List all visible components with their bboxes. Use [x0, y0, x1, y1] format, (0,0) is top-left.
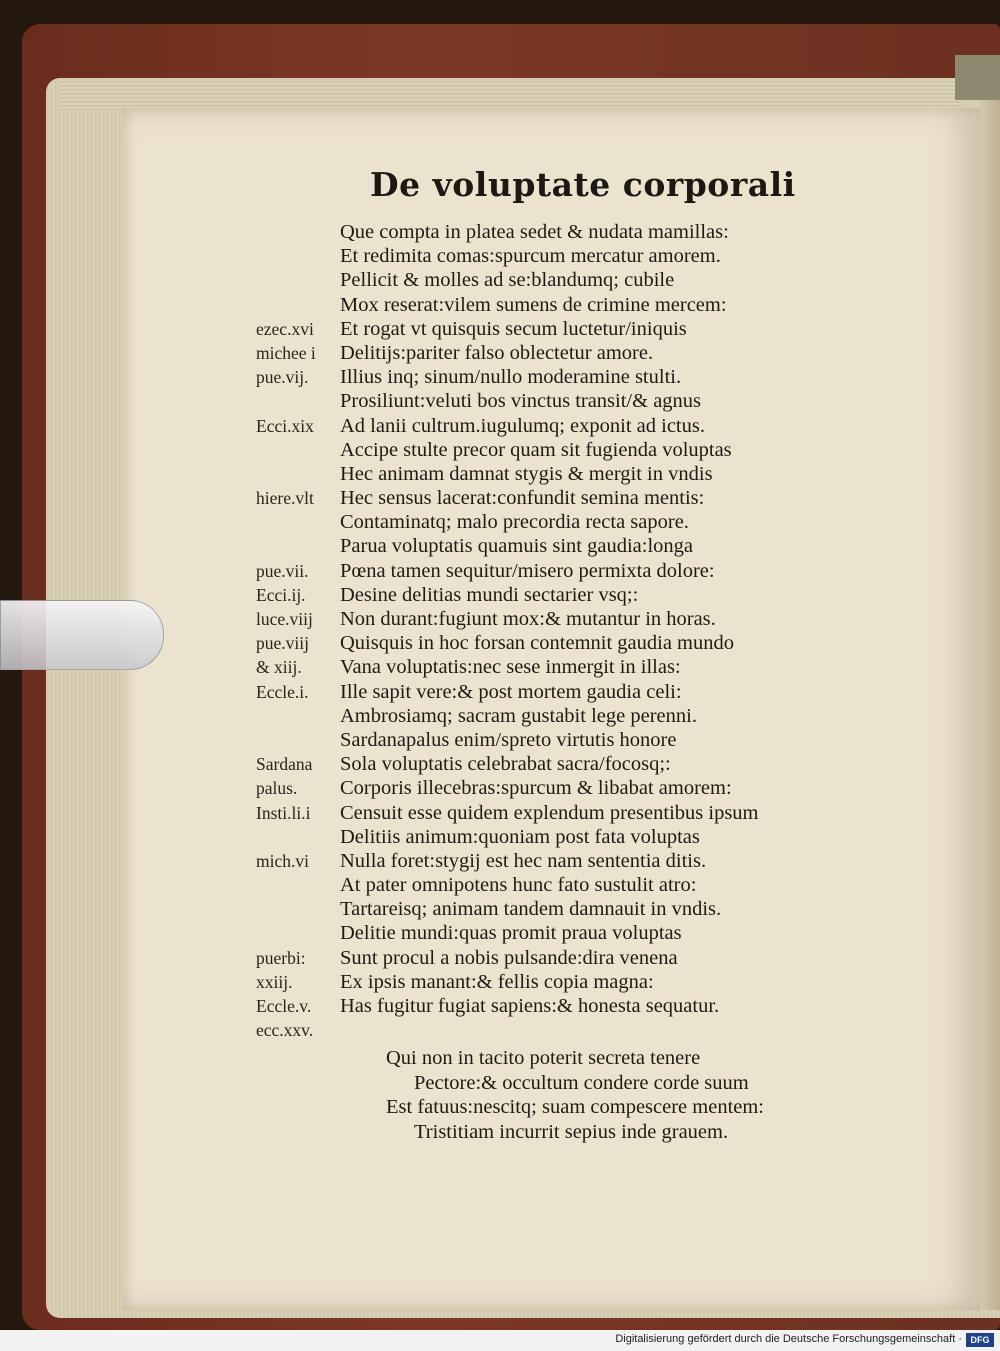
margin-note: Ecci.xix — [256, 415, 314, 436]
verse-line: Ex ipsis manant:& fellis copia magna: — [340, 970, 654, 993]
verse-line: At pater omnipotens hunc fato sustulit atro: — [340, 874, 697, 897]
verse-line: Quisquis in hoc forsan contemnit gaudia mundo — [340, 632, 734, 655]
margin-note — [256, 825, 340, 849]
margin-note — [256, 462, 340, 486]
margin-note — [256, 873, 340, 897]
margin-note: pue.vii. — [256, 560, 309, 581]
verse-line: Contaminatq; malo precordia recta sapore. — [340, 511, 689, 534]
margin-note: puerbi: — [256, 947, 306, 968]
margin-note: Ecci.ij. — [256, 584, 306, 605]
margin-note: luce.viij — [256, 609, 313, 629]
verse-line: Nulla foret:stygij est hec nam sententia ditis. — [340, 849, 707, 872]
margin-note — [256, 220, 340, 244]
verse-line: Et redimita comas:spurcum mercatur amorem. — [340, 245, 721, 268]
margin-note — [256, 389, 340, 413]
verse-line: Accipe stulte precor quam sit fugienda voluptas — [340, 438, 732, 461]
closing-verse-line: Qui non in tacito poterit secreta tenere — [386, 1047, 701, 1069]
margin-note — [256, 897, 340, 921]
verse-line: Ambrosiamq; sacram gustabit lege perenni. — [340, 704, 697, 727]
verse-line: Que compta in platea sedet & nudata mamillas: — [340, 221, 729, 243]
margin-note — [256, 268, 340, 292]
verse-line: Has fugitur fugiat sapiens:& honesta sequatur. — [340, 995, 720, 1017]
verse-line: Sunt procul a nobis pulsande:dira venena — [340, 946, 678, 969]
verse-block — [340, 220, 830, 1018]
margin-note: Sardana — [256, 754, 313, 775]
margin-note — [256, 534, 340, 558]
verse-line: Tartareisq; animam tandem damnauit in vndis. — [340, 898, 722, 921]
spine-band — [955, 55, 1000, 100]
verse-line: Censuit esse quidem explendum presentibus ipsum — [340, 801, 759, 824]
margin-note — [256, 293, 340, 317]
margin-note: michee i — [256, 342, 316, 363]
page-title: De voluptate corporali — [370, 165, 796, 204]
verse-line: Hec animam damnat stygis & mergit in vndis — [340, 462, 713, 485]
gutter-shadow — [978, 100, 1000, 1310]
verse-line: Parua voluptatis quamuis sint gaudia:longa — [340, 535, 694, 558]
margin-note — [256, 704, 340, 728]
verse-line: Hec sensus lacerat:confundit semina mentis: — [340, 487, 705, 510]
margin-note — [256, 728, 340, 752]
margin-note — [256, 921, 340, 945]
verse-line: Delitiis animum:quoniam post fata voluptas — [340, 825, 700, 848]
top-page-edges — [60, 80, 960, 110]
margin-notes — [256, 220, 340, 1042]
verse-line: Pellicit & molles ad se:blandumq; cubile — [340, 269, 675, 292]
dfg-logo: DFG — [966, 1333, 994, 1347]
margin-note: palus. — [256, 778, 298, 799]
verse-line: Pœna tamen sequitur/misero permixta dolore: — [340, 559, 715, 582]
closing-verse-line: Tristitiam incurrit sepius inde grauem. — [414, 1120, 729, 1143]
closing-verse — [386, 1046, 826, 1144]
margin-note — [256, 244, 340, 268]
margin-note: & xiij. — [256, 657, 302, 678]
margin-note: mich.vi — [256, 850, 309, 871]
verse-line: Sola voluptatis celebrabat sacra/focosq;: — [340, 753, 671, 776]
verse-line: Ille sapit vere:& post mortem gaudia celi: — [340, 680, 682, 703]
margin-note: hiere.vlt — [256, 488, 314, 509]
verse-line: Vana voluptatis:nec sese inmergit in illas: — [340, 656, 681, 679]
margin-note: ecc.xxv. — [256, 1020, 314, 1041]
margin-note — [256, 438, 340, 462]
verse-line: Desine delitias mundi sectarier vsq;: — [340, 583, 639, 606]
margin-note: Eccle.v. — [256, 996, 312, 1016]
closing-verse-line: Pectore:& occultum condere corde suum — [414, 1071, 749, 1094]
margin-note — [256, 510, 340, 534]
verse-line: Ad lanii cultrum.iugulumq; exponit ad ictus. — [340, 414, 705, 437]
verse-line: Prosiliunt:veluti bos vinctus transit/& agnus — [340, 390, 702, 413]
margin-note: Insti.li.i — [256, 802, 311, 823]
verse-line: Et rogat vt quisquis secum luctetur/iniquis — [340, 317, 687, 340]
footer-credit: Digitalisierung gefördert durch die Deutsche Forschungsgemeinschaft · — [615, 1333, 962, 1345]
footer-bar — [0, 1330, 1000, 1351]
verse-line: Non durant:fugiunt mox:& mutantur in horas. — [340, 608, 716, 630]
verse-line: Sardanapalus enim/spreto virtutis honore — [340, 728, 677, 751]
verse-line: Corporis illecebras:spurcum & libabat amorem: — [340, 777, 732, 800]
closing-verse-line: Est fatuus:nescitq; suam compescere mentem: — [386, 1096, 764, 1118]
verse-line: Illius inq; sinum/nullo moderamine stulti. — [340, 366, 682, 389]
margin-note: ezec.xvi — [256, 318, 314, 339]
verse-line: Mox reserat:vilem sumens de crimine mercem: — [340, 293, 727, 316]
verse-line: Delitie mundi:quas promit praua voluptas — [340, 922, 682, 945]
margin-note: xxiij. — [256, 971, 293, 992]
verse-line: Delitijs:pariter falso oblectetur amore. — [340, 341, 654, 364]
bookmark-tab[interactable] — [0, 600, 164, 670]
margin-note: pue.viij — [256, 633, 309, 654]
margin-note: pue.vij. — [256, 367, 309, 388]
margin-note: Eccle.i. — [256, 681, 309, 702]
